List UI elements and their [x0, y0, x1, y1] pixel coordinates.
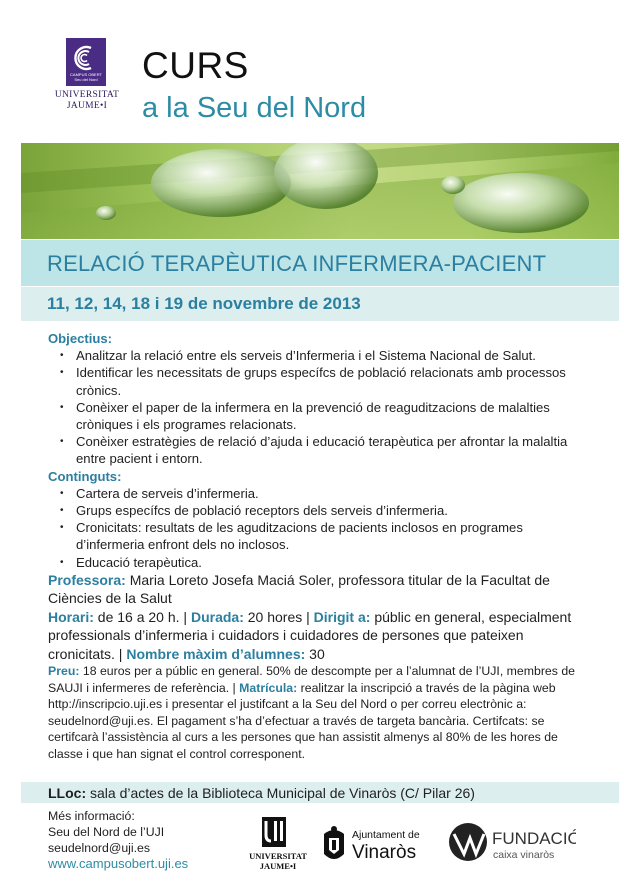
preu-label: Preu: — [48, 664, 80, 679]
logo-uni-line1: UNIVERSITAT — [54, 90, 120, 100]
uji-logo-line2: JAUME•I — [259, 861, 297, 871]
dirigit-label: Dirigit a: — [313, 608, 371, 625]
more-info-org: Seu del Nord de l’UJI — [48, 825, 165, 839]
nombre-text: 30 — [305, 645, 325, 662]
contingut-item: • Grups específcs de població receptors dels serveis d’infermeria. — [48, 502, 588, 519]
ajuntament-small: Ajuntament de — [352, 829, 420, 841]
continguts-heading: Continguts: — [48, 468, 122, 484]
nombre-label: Nombre màxim d’alumnes: — [126, 645, 306, 662]
uji-logo — [244, 815, 312, 879]
horari-text: de 16 a 20 h. | — [93, 608, 191, 625]
course-details — [48, 330, 588, 762]
fundacio-caixa-vinaros-logo — [446, 820, 576, 868]
horari-paragraph — [48, 608, 588, 664]
horari-label: Horari: — [48, 608, 94, 625]
lloc-line — [48, 784, 475, 802]
fundacio-small: caixa vinaròs — [493, 849, 555, 861]
objectius-heading: Objectius: — [48, 331, 113, 346]
objectiu-item: • Conèixer estratègies de relació d’ajuda i educació terapèutica per afrontar la malaltia entre pacient i entorn. — [48, 433, 588, 467]
contingut-item: • Cartera de serveis d’infermeria. — [48, 485, 588, 502]
durada-text: 20 hores | — [243, 608, 314, 625]
more-info-email[interactable]: seudelnord@uji.es — [48, 841, 151, 855]
more-info-heading: Més informació: — [48, 809, 135, 823]
professora-paragraph — [48, 571, 588, 608]
ajuntament-vinaros-logo — [320, 820, 435, 870]
contingut-item: • Educació terapèutica. — [48, 554, 588, 571]
objectiu-item: • Analitzar la relació entre els serveis d’Infermeria i el Sistema Nacional de Salut. — [48, 347, 588, 364]
professora-text: Maria Loreto Josefa Maciá Soler, professora titular de la Facultat de Ciències de la Salut — [48, 571, 550, 607]
objectiu-item: • Conèixer el paper de la infermera en la prevenció de reaguditzacions de malalties cròniques i els programes relacionats. — [48, 399, 588, 433]
course-dates: 11, 12, 14, 18 i 19 de novembre de 2013 — [47, 294, 361, 313]
preu-text: 18 euros per a públic en general. 50% de descompte per a l’alumnat de l’UJI, membres de SAUJI i infermeres de referència. | — [48, 664, 576, 695]
continguts-list — [48, 485, 588, 571]
logo-arcs-icon — [66, 38, 106, 86]
objectius-list — [48, 347, 588, 467]
more-info — [48, 808, 188, 872]
lloc-band — [21, 782, 619, 803]
preu-paragraph — [48, 663, 588, 762]
lloc-text: sala d’actes de la Biblioteca Municipal de Vinaròs (C/ Pilar 26) — [86, 785, 475, 801]
date-band — [21, 287, 619, 321]
title-band — [21, 240, 619, 286]
uji-logo-line1: UNIVERSITAT — [249, 851, 307, 861]
objectiu-item: • Identificar les necessitats de grups específcs de població relacionats amb processos crònics. — [48, 364, 588, 398]
more-info-website-link[interactable]: www.campusobert.uji.es — [48, 856, 189, 871]
dirigit-text: públic en general, especialment professionals d’infermeria i cuidadors i cuidadores de persones que pateixen cronicitats. | — [48, 608, 572, 662]
contingut-item: • Cronicitats: resultats de les aguditzacions de pacients inclosos en programes d’infermeria enfront dels no inclosos. — [48, 519, 588, 553]
heading-seu: a la Seu del Nord — [142, 92, 367, 124]
logo-university — [50, 90, 124, 112]
logo-uni-line2: JAUME•I — [66, 101, 108, 111]
matricula-label: Matrícula: — [239, 680, 298, 695]
fundacio-big: FUNDACIÓ — [492, 829, 576, 848]
campus-obert-logo — [50, 38, 124, 130]
logo-text-bottom: Seu del Nord — [74, 77, 98, 82]
ajuntament-big: Vinaròs — [352, 842, 417, 863]
durada-label: Durada: — [190, 608, 244, 625]
heading-curs: CURS — [142, 45, 249, 86]
banner-image — [21, 143, 619, 239]
logo-text-top: CAMPUS OBERT — [70, 72, 102, 77]
course-title: RELACIÓ TERAPÈUTICA INFERMERA-PACIENT — [47, 251, 547, 276]
professora-label: Professora: — [48, 571, 126, 588]
lloc-label: LLoc: — [48, 785, 87, 801]
matricula-text: realitzar la inscripció a través de la pàgina web http://inscripcio.uji.es i presentar el justifcant a la Seu del Nord o per correu electrònic a: seudelnord@uji.es. El pagament s’ha d’efectuar a través de targeta bancària. Certifcats: se certifcarà l’assistència al curs a les persones que han assistit almenys al 80% de les hores de classe i que han signat el control corresponent. — [48, 680, 558, 761]
